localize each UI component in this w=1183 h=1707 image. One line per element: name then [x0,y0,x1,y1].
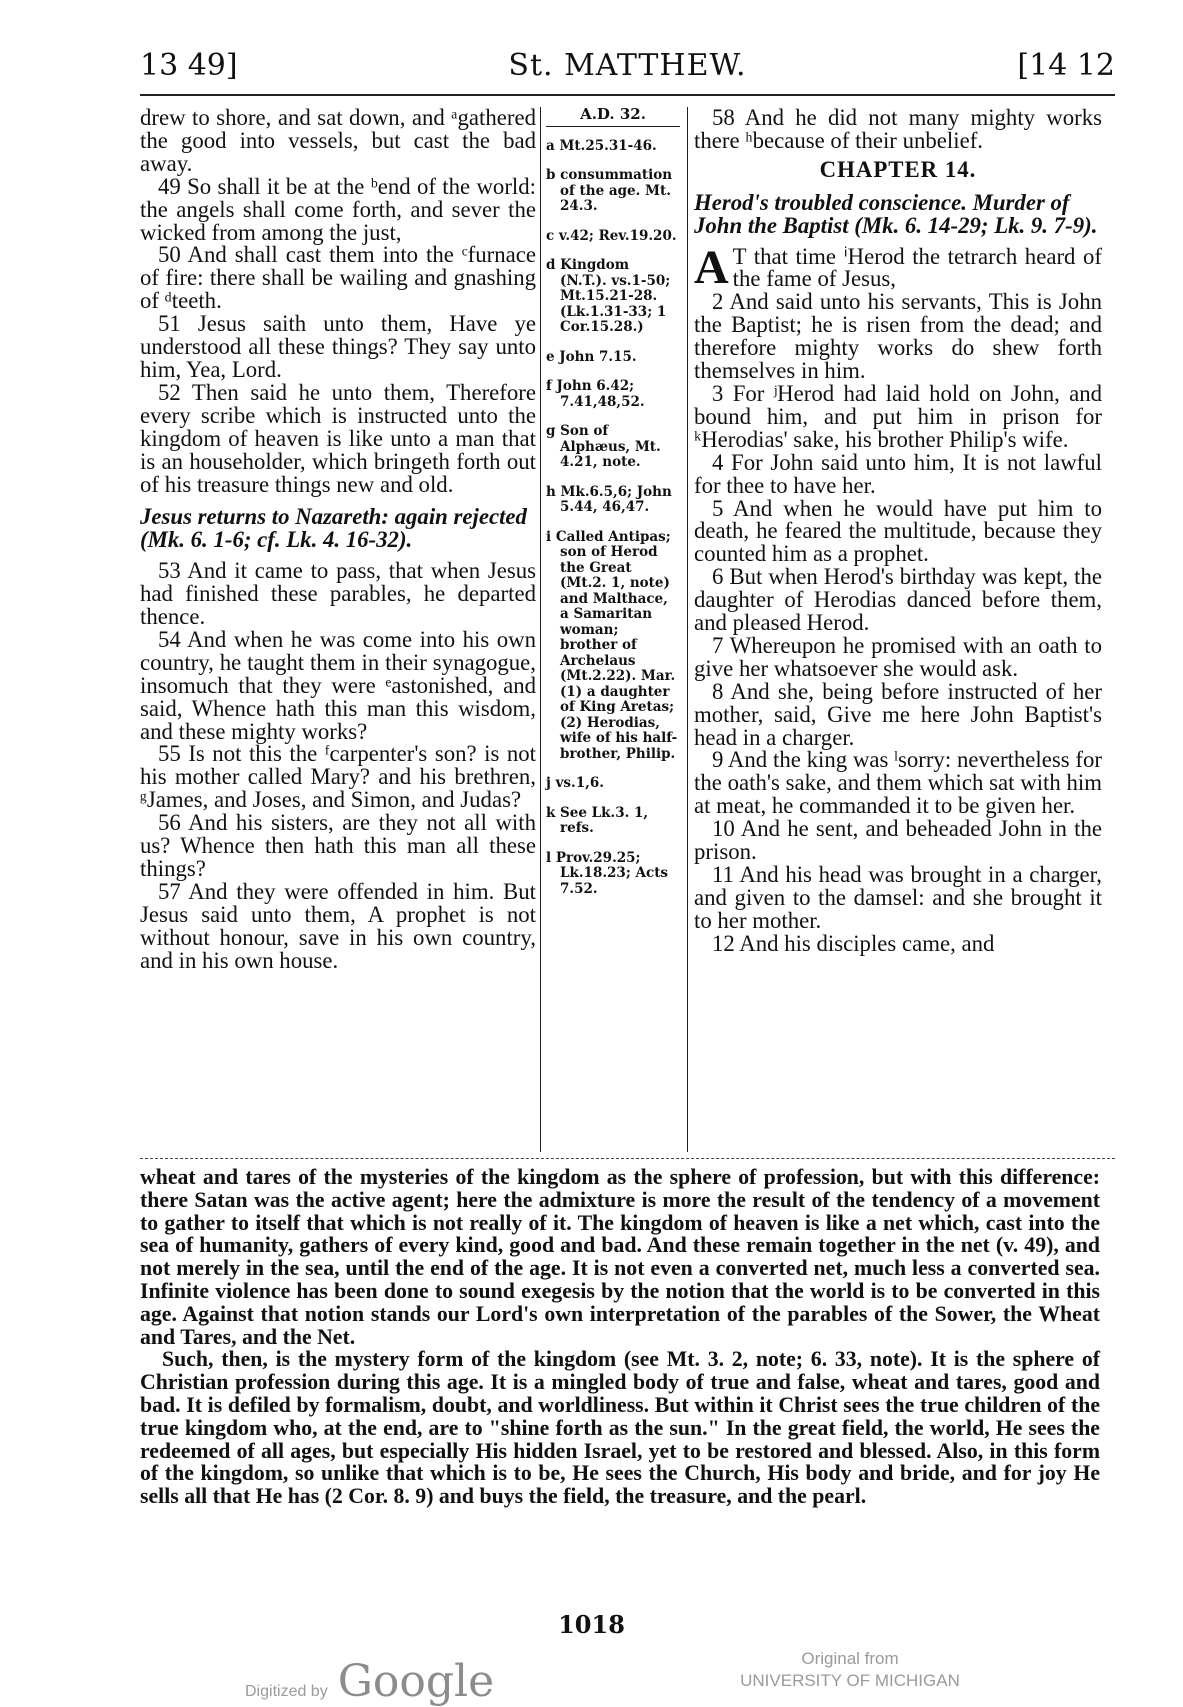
verse: 3 For ʲHerod had laid hold on John, and bound him, and put him in prison for ᵏHerodias' sake, his brother Philip's wife. [694,380,1102,452]
section-heading: Herod's troubled conscience. Murder of John the Baptist (Mk. 6. 14-29; Lk. 9. 7-9). [694,189,1098,238]
margin-ref: a Mt.25.31-46. [546,137,657,154]
verse: 51 Jesus saith unto them, Have ye understood all these things? They say unto him, Yea, Lord. [140,311,536,382]
verse: 9 And the king was ˡsorry: nevertheless for the oath's sake, and them which sat with him at meat, he commanded it to be given her. [694,747,1102,819]
verse: 49 So shall it be at the ᵇend of the world: the angels shall come forth, and sever the wicked from among the just, [140,173,536,245]
digitized-label: Digitized by [245,1683,328,1700]
header-verse-start: 13 49] [140,48,238,83]
verse: 4 For John said unto him, It is not lawful for thee to have her. [694,449,1102,498]
note-divider [140,1158,1115,1159]
margin-ref: h Mk.6.5,6; John 5.44, 46,47. [546,483,672,515]
header-rule [140,94,1115,96]
verse: 8 And she, being before instructed of her mother, said, Give me here John Baptist's head in a charger. [694,678,1102,750]
university-label: UNIVERSITY OF MICHIGAN [740,1671,960,1690]
verse-first [694,240,1102,294]
margin-ref: i Called Antipas; son of Herod the Great (Mt.2. 1, note) and Malthace, a Samaritan woman; brother of Archelaus (Mt.2.22). Mar. (1) a daughter of King Aretas; (2) Herodias, wife of his half-brother, Philip. [546,528,678,762]
verse: 12 And his disciples came, and [712,930,995,956]
verse: drew to shore, and sat down, and ᵃgathered the good into vessels, but cast the bad away. [140,105,536,176]
verse: 2 And said unto his servants, This is John the Baptist; he is risen from the dead; and therefore mighty works do shew forth themselves in him. [694,289,1102,384]
chapter-heading: CHAPTER 14. [819,156,977,182]
commentary-note [140,1166,1100,1508]
google-logo: Google [337,1656,495,1707]
verse: 7 Whereupon he promised with an oath to give her whatsoever she would ask. [694,632,1102,681]
right-column [694,107,1102,956]
verse-first-text: T that time ⁱHerod the tetrarch heard of the fame of Jesus, [732,243,1102,292]
note-paragraph: wheat and tares of the mysteries of the kingdom as the sphere of profession, but with this difference: there Satan was the active agent; here the admixture is more the result of the tendency of a movement to gather to itself that which is not really of it. The kingdom of heaven is like a net which, cast into the sea of humanity, gathers of every kind, good and bad. And these remain together in the net (v. 49), and not merely in the sea, until the end of the age. It is not even a converted net, much less a converted sea. Infinite violence has been done to sound exegesis by the notion that the world is to be converted in this age. Against that notion stands our Lord's own interpretation of the parables of the Sower, the Wheat and Tares, and the Net. [140,1165,1100,1349]
verse: 5 And when he would have put him to death, he feared the multitude, because they counted him as a prophet. [694,495,1102,567]
page-number: 1018 [558,1610,625,1639]
margin-ref: j vs.1,6. [546,775,604,791]
section-heading: Jesus returns to Nazareth: again rejected (Mk. 6. 1-6; cf. Lk. 4. 16-32). [140,504,527,553]
margin-ref: f John 6.42; 7.41,48,52. [546,378,645,410]
verse: 6 But when Herod's birthday was kept, the daughter of Herodias danced before them, and pleased Herod. [694,564,1102,636]
verse: 11 And his head was brought in a charger, and given to the damsel: and she brought it to her mother. [694,862,1102,933]
verse: 52 Then said he unto them, Therefore every scribe which is instructed unto the kingdom of heaven is like unto a man that is an householder, which bringeth forth out of his treasure things new and old. [140,379,536,497]
verse: 57 And they were offended in him. But Jesus said unto them, A prophet is not without honour, save in his own country, and in his own house. [140,878,536,973]
verse: 58 And he did not many mighty works there ʰbecause of their unbelief. [694,105,1102,153]
column-divider [540,107,541,1152]
verse: 10 And he sent, and beheaded John in the prison. [694,816,1102,865]
original-from-label: Original from [801,1649,899,1668]
margin-ref: d Kingdom (N.T.). vs.1-50; Mt.15.21-28. (Lk.1.31-33; 1 Cor.15.28.) [546,257,671,335]
original-source-watermark [720,1648,980,1692]
verse: 56 And his sisters, are they not all with us? Whence then hath this man all these things? [140,810,536,881]
verse: 53 And it came to pass, that when Jesus had finished these parables, he departed thence. [140,558,536,630]
header-verse-end: [14 12 [1017,48,1115,83]
header-book-title: St. MATTHEW. [508,48,747,83]
margin-ref: e John 7.15. [546,348,637,365]
running-header [140,48,1115,92]
digitized-by-watermark [245,1656,494,1707]
verse: 55 Is not this the ᶠcarpenter's son? is not his mother called Mary? and his brethren, ᵍJames, and Joses, and Simon, and Judas? [140,741,536,813]
column-divider [687,107,688,1152]
margin-ref: k See Lk.3. 1, refs. [546,804,649,836]
margin-ref: b consummation of the age. Mt. 24.3. [546,167,673,214]
margin-references [546,107,680,911]
left-column [140,107,536,973]
verse: 50 And shall cast them into the ᶜfurnace of fire: there shall be wailing and gnashing of ᵈteeth. [140,242,536,314]
margin-ref: l Prov.29.25; Lk.18.23; Acts 7.52. [546,849,669,897]
margin-ref: c v.42; Rev.19.20. [546,227,677,244]
verse: 54 And when he was come into his own country, he taught them in their synagogue, insomuch that they were ᵉastonished, and said, Whence hath this man this wisdom, and these mighty works? [140,626,536,744]
margin-ref: g Son of Alphæus, Mt. 4.21, note. [546,423,661,470]
drop-cap: A [694,240,729,294]
note-paragraph: Such, then, is the mystery form of the kingdom (see Mt. 3. 2, note; 6. 33, note). It is the sphere of Christian profession during this age. It is a mingled body of true and false, wheat and tares, good and bad. It is defiled by formalism, doubt, and worldliness. But within it Christ sees the true children of the true kingdom who, at the end, are to "shine forth as the sun." In the great field, the world, He sees the redeemed of all ages, but especially His hidden Israel, yet to be restored and blessed. Also, in this form of the kingdom, so unlike that which is to be, He sees the Church, His body and bride, and for joy He sells all that He has (2 Cor. 8. 9) and buys the field, the treasure, and the pearl. [140,1347,1100,1509]
margin-date: A.D. 32. [546,107,680,127]
